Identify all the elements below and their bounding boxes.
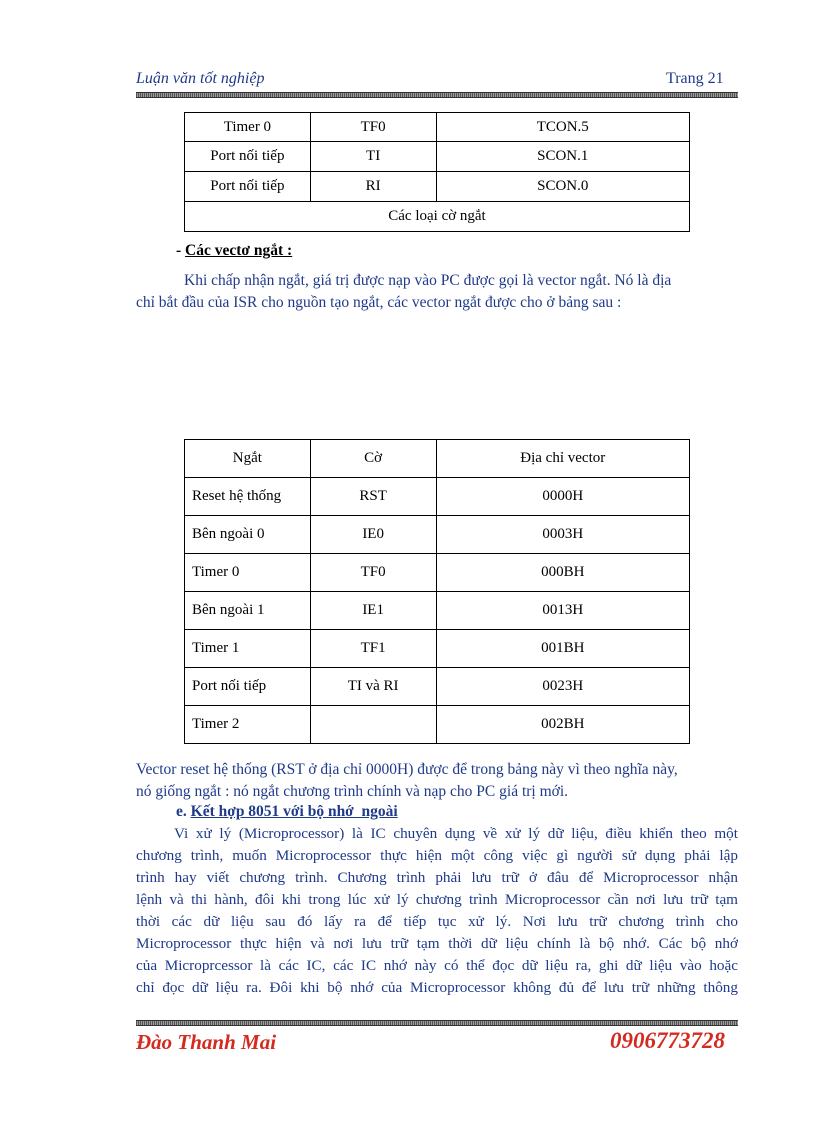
header-rule bbox=[136, 92, 738, 98]
column-header: Cờ bbox=[310, 440, 436, 478]
table-cell: Bên ngoài 1 bbox=[185, 592, 311, 630]
paragraph-line: Vector reset hệ thống (RST ở địa chỉ 0000H) được để trong bảng này vì theo nghĩa này, bbox=[136, 761, 678, 778]
table-row bbox=[185, 142, 690, 172]
external-memory-paragraph bbox=[136, 823, 738, 999]
table-cell: Timer 0 bbox=[185, 113, 311, 142]
paragraph-line: Microprocessor thực hiện và nơi lưu trữ tạm thời dữ liệu chính là bộ nhớ. Các bộ nhớ bbox=[136, 935, 738, 952]
table-cell: TI và RI bbox=[310, 668, 436, 706]
table-cell bbox=[310, 706, 436, 744]
table-row bbox=[185, 478, 690, 516]
table-row bbox=[185, 706, 690, 744]
paragraph-line: chỉ đọc dữ liệu ra. Đôi khi bộ nhớ của Microprocessor không đủ để lưu trữ những thông bbox=[136, 979, 738, 996]
table-cell: TI bbox=[310, 142, 436, 172]
paragraph-line: thời các dữ liệu sau đó lấy ra để tiếp tục xử lý. Nơi lưu trữ chương trình cho bbox=[136, 913, 738, 930]
interrupt-vector-table bbox=[184, 439, 690, 744]
table-cell: Timer 0 bbox=[185, 554, 311, 592]
paragraph-line: chương trình, muốn Microprocessor thực hiện một công việc gì người sử dụng phải lập bbox=[136, 847, 738, 864]
table-header-row bbox=[185, 440, 690, 478]
section-heading-vectors bbox=[176, 242, 292, 260]
interrupt-flags-table bbox=[184, 112, 690, 232]
table-cell: IE1 bbox=[310, 592, 436, 630]
table-cell: 0003H bbox=[436, 516, 689, 554]
table-cell: TF0 bbox=[310, 554, 436, 592]
table-cell: 0013H bbox=[436, 592, 689, 630]
paragraph-line: Vi xử lý (Microprocessor) là IC chuyên dụng về xử lý dữ liệu, điều khiển theo một bbox=[174, 825, 738, 842]
table-cell: Port nối tiếp bbox=[185, 668, 311, 706]
table-cell: Timer 2 bbox=[185, 706, 311, 744]
table-cell: SCON.1 bbox=[436, 142, 690, 172]
table-row bbox=[185, 630, 690, 668]
table-cell: SCON.0 bbox=[436, 172, 690, 202]
table-cell: 000BH bbox=[436, 554, 689, 592]
paragraph-line: nó giống ngắt : nó ngắt chương trình chính và nạp cho PC giá trị mới. bbox=[136, 783, 569, 800]
table-row bbox=[185, 516, 690, 554]
table-row bbox=[185, 592, 690, 630]
reset-vector-paragraph bbox=[136, 759, 738, 803]
table-cell: TF0 bbox=[310, 113, 436, 142]
table-cell: 001BH bbox=[436, 630, 689, 668]
heading-text: Các vectơ ngắt : bbox=[185, 242, 293, 259]
table-caption: Các loại cờ ngắt bbox=[185, 202, 690, 232]
table-row bbox=[185, 668, 690, 706]
column-header: Ngắt bbox=[185, 440, 311, 478]
table-cell: 0023H bbox=[436, 668, 689, 706]
heading-text: Kết hợp 8051 với bộ nhớ ngoài bbox=[190, 803, 398, 820]
author-phone: 0906773728 bbox=[610, 1028, 725, 1053]
table-cell: RI bbox=[310, 172, 436, 202]
column-header: Địa chỉ vector bbox=[436, 440, 689, 478]
footer-rule bbox=[136, 1020, 738, 1026]
heading-prefix: e. bbox=[176, 803, 191, 820]
paragraph-line: lệnh và thi hành, đôi khi trong lúc xử lý chương trình Microprocessor cần nơi lưu trữ tạm bbox=[136, 891, 738, 908]
table-cell: Bên ngoài 0 bbox=[185, 516, 311, 554]
paragraph-line: trình hay viết chương trình. Chương trình phải lưu trữ ở đâu để Microprocessor nhận bbox=[136, 869, 738, 886]
table-cell: Port nối tiếp bbox=[185, 172, 311, 202]
table-cell: 002BH bbox=[436, 706, 689, 744]
table-cell: Port nối tiếp bbox=[185, 142, 311, 172]
page-number: Trang 21 bbox=[666, 70, 724, 87]
table-cell: TCON.5 bbox=[436, 113, 690, 142]
paragraph-line: chỉ bắt đầu của ISR cho nguồn tạo ngắt, các vector ngắt được cho ở bảng sau : bbox=[136, 294, 622, 311]
table-caption-row bbox=[185, 202, 690, 232]
vectors-paragraph bbox=[136, 270, 738, 314]
heading-prefix: - bbox=[176, 242, 186, 259]
table-row bbox=[185, 172, 690, 202]
table-cell: Timer 1 bbox=[185, 630, 311, 668]
header-title: Luận văn tốt nghiệp bbox=[136, 70, 265, 87]
table-row bbox=[185, 113, 690, 142]
table-cell: TF1 bbox=[310, 630, 436, 668]
table-cell: RST bbox=[310, 478, 436, 516]
table-cell: 0000H bbox=[436, 478, 689, 516]
table-cell: IE0 bbox=[310, 516, 436, 554]
paragraph-line: Khi chấp nhận ngắt, giá trị được nạp vào PC được gọi là vector ngắt. Nó là địa bbox=[184, 272, 672, 289]
table-row bbox=[185, 554, 690, 592]
table-cell: Reset hệ thống bbox=[185, 478, 311, 516]
author-name: Đào Thanh Mai bbox=[136, 1030, 277, 1054]
paragraph-line: của Microprcessor là các IC, các IC nhớ này có thể đọc dữ liệu ra, ghi dữ liệu vào hoặc bbox=[136, 957, 738, 974]
section-heading-external-memory bbox=[176, 803, 398, 821]
